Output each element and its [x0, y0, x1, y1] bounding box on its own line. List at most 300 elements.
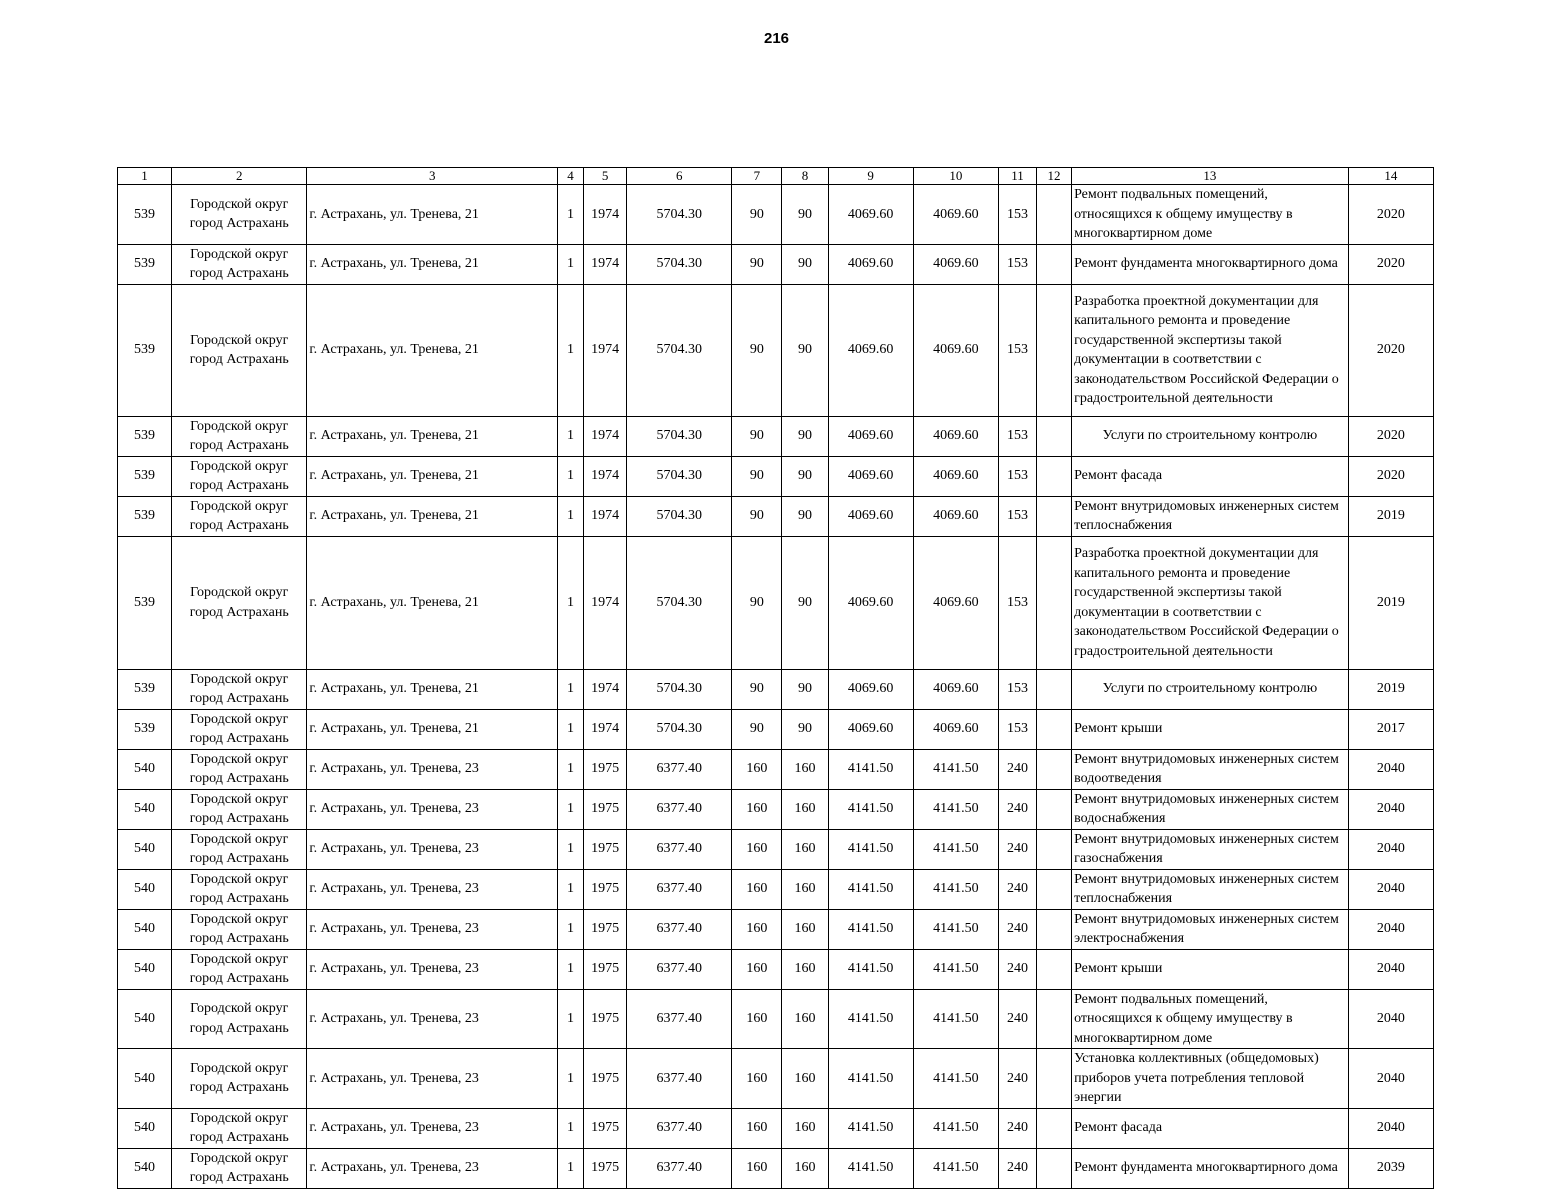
- table-row: [118, 185, 1434, 245]
- cell-col-6: 6377.40: [627, 1148, 732, 1188]
- row-number: 540: [118, 1049, 172, 1109]
- cell-col-9: 4069.60: [828, 496, 913, 536]
- col-header-5: 5: [584, 168, 627, 185]
- cell-col-7: 160: [732, 989, 782, 1049]
- year-built-cell: 1975: [584, 829, 627, 869]
- planned-year-cell: 2040: [1348, 1108, 1433, 1148]
- municipality-cell: Городской округ город Астрахань: [172, 989, 307, 1049]
- cell-col-12: [1037, 284, 1072, 416]
- table-row: [118, 456, 1434, 496]
- cell-col-8: 160: [782, 1108, 828, 1148]
- cell-col-9: 4069.60: [828, 709, 913, 749]
- cell-col-7: 90: [732, 709, 782, 749]
- cell-col-8: 90: [782, 416, 828, 456]
- cell-col-11: 153: [998, 536, 1036, 669]
- cell-col-12: [1037, 1049, 1072, 1109]
- table-row: [118, 1108, 1434, 1148]
- cell-col-12: [1037, 456, 1072, 496]
- year-built-cell: 1975: [584, 869, 627, 909]
- cell-col-11: 240: [998, 1108, 1036, 1148]
- planned-year-cell: 2019: [1348, 669, 1433, 709]
- cell-col-4: 1: [557, 185, 583, 245]
- municipality-cell: Городской округ город Астрахань: [172, 185, 307, 245]
- address-cell: г. Астрахань, ул. Тренева, 21: [307, 536, 558, 669]
- cell-col-6: 6377.40: [627, 909, 732, 949]
- cell-col-8: 160: [782, 1049, 828, 1109]
- cell-col-9: 4141.50: [828, 1148, 913, 1188]
- planned-year-cell: 2017: [1348, 709, 1433, 749]
- cell-col-10: 4069.60: [913, 496, 998, 536]
- cell-col-12: [1037, 244, 1072, 284]
- cell-col-10: 4141.50: [913, 1148, 998, 1188]
- municipality-cell: Городской округ город Астрахань: [172, 909, 307, 949]
- row-number: 539: [118, 416, 172, 456]
- cell-col-10: 4141.50: [913, 909, 998, 949]
- row-number: 540: [118, 1148, 172, 1188]
- table-row: [118, 1049, 1434, 1109]
- cell-col-4: 1: [557, 949, 583, 989]
- planned-year-cell: 2019: [1348, 536, 1433, 669]
- cell-col-9: 4141.50: [828, 949, 913, 989]
- cell-col-11: 240: [998, 789, 1036, 829]
- address-cell: г. Астрахань, ул. Тренева, 23: [307, 1108, 558, 1148]
- work-description-cell: Услуги по строительному контролю: [1072, 669, 1349, 709]
- municipality-cell: Городской округ город Астрахань: [172, 829, 307, 869]
- row-number: 539: [118, 709, 172, 749]
- cell-col-6: 6377.40: [627, 949, 732, 989]
- work-description-cell: Ремонт подвальных помещений, относящихся к общему имуществу в многоквартирном доме: [1072, 185, 1349, 245]
- planned-year-cell: 2040: [1348, 949, 1433, 989]
- address-cell: г. Астрахань, ул. Тренева, 21: [307, 244, 558, 284]
- page-number: 216: [763, 30, 790, 47]
- address-cell: г. Астрахань, ул. Тренева, 23: [307, 829, 558, 869]
- cell-col-11: 240: [998, 749, 1036, 789]
- cell-col-7: 90: [732, 416, 782, 456]
- cell-col-10: 4069.60: [913, 669, 998, 709]
- cell-col-9: 4141.50: [828, 749, 913, 789]
- year-built-cell: 1974: [584, 496, 627, 536]
- address-cell: г. Астрахань, ул. Тренева, 23: [307, 949, 558, 989]
- planned-year-cell: 2020: [1348, 185, 1433, 245]
- cell-col-12: [1037, 669, 1072, 709]
- cell-col-10: 4141.50: [913, 1108, 998, 1148]
- row-number: 540: [118, 789, 172, 829]
- work-description-cell: Разработка проектной документации для капитального ремонта и проведение государственной экспертизы такой документации в соответствии с законодательством Российской Федерации о градостроительной деятельности: [1072, 284, 1349, 416]
- cell-col-4: 1: [557, 669, 583, 709]
- address-cell: г. Астрахань, ул. Тренева, 21: [307, 185, 558, 245]
- cell-col-4: 1: [557, 1049, 583, 1109]
- col-header-7: 7: [732, 168, 782, 185]
- row-number: 539: [118, 244, 172, 284]
- cell-col-7: 160: [732, 789, 782, 829]
- cell-col-11: 153: [998, 496, 1036, 536]
- year-built-cell: 1974: [584, 536, 627, 669]
- table-row: [118, 244, 1434, 284]
- year-built-cell: 1974: [584, 284, 627, 416]
- cell-col-8: 90: [782, 536, 828, 669]
- cell-col-12: [1037, 536, 1072, 669]
- cell-col-9: 4069.60: [828, 244, 913, 284]
- repair-register-table: [117, 167, 1434, 1189]
- address-cell: г. Астрахань, ул. Тренева, 23: [307, 989, 558, 1049]
- cell-col-4: 1: [557, 989, 583, 1049]
- year-built-cell: 1975: [584, 909, 627, 949]
- cell-col-12: [1037, 416, 1072, 456]
- table-row: [118, 536, 1434, 669]
- year-built-cell: 1975: [584, 1049, 627, 1109]
- cell-col-7: 160: [732, 869, 782, 909]
- cell-col-11: 153: [998, 244, 1036, 284]
- table-row: [118, 669, 1434, 709]
- cell-col-4: 1: [557, 1148, 583, 1188]
- cell-col-7: 160: [732, 1148, 782, 1188]
- cell-col-11: 240: [998, 1049, 1036, 1109]
- cell-col-11: 240: [998, 1148, 1036, 1188]
- planned-year-cell: 2040: [1348, 749, 1433, 789]
- cell-col-6: 5704.30: [627, 669, 732, 709]
- row-number: 539: [118, 669, 172, 709]
- cell-col-7: 160: [732, 1108, 782, 1148]
- cell-col-9: 4141.50: [828, 829, 913, 869]
- year-built-cell: 1975: [584, 789, 627, 829]
- cell-col-10: 4141.50: [913, 749, 998, 789]
- year-built-cell: 1975: [584, 1108, 627, 1148]
- municipality-cell: Городской округ город Астрахань: [172, 456, 307, 496]
- municipality-cell: Городской округ город Астрахань: [172, 416, 307, 456]
- work-description-cell: Ремонт внутридомовых инженерных систем газоснабжения: [1072, 829, 1349, 869]
- cell-col-8: 90: [782, 185, 828, 245]
- cell-col-9: 4069.60: [828, 185, 913, 245]
- cell-col-4: 1: [557, 1108, 583, 1148]
- planned-year-cell: 2039: [1348, 1148, 1433, 1188]
- cell-col-4: 1: [557, 869, 583, 909]
- cell-col-4: 1: [557, 496, 583, 536]
- work-description-cell: Ремонт внутридомовых инженерных систем теплоснабжения: [1072, 496, 1349, 536]
- cell-col-10: 4069.60: [913, 284, 998, 416]
- planned-year-cell: 2020: [1348, 416, 1433, 456]
- row-number: 539: [118, 284, 172, 416]
- work-description-cell: Ремонт фундамента многоквартирного дома: [1072, 1148, 1349, 1188]
- year-built-cell: 1975: [584, 989, 627, 1049]
- cell-col-10: 4069.60: [913, 536, 998, 669]
- cell-col-6: 5704.30: [627, 416, 732, 456]
- cell-col-6: 5704.30: [627, 496, 732, 536]
- planned-year-cell: 2019: [1348, 496, 1433, 536]
- address-cell: г. Астрахань, ул. Тренева, 23: [307, 869, 558, 909]
- cell-col-9: 4141.50: [828, 789, 913, 829]
- cell-col-12: [1037, 949, 1072, 989]
- cell-col-10: 4141.50: [913, 869, 998, 909]
- cell-col-7: 90: [732, 284, 782, 416]
- row-number: 540: [118, 949, 172, 989]
- planned-year-cell: 2020: [1348, 244, 1433, 284]
- address-cell: г. Астрахань, ул. Тренева, 23: [307, 789, 558, 829]
- cell-col-8: 160: [782, 749, 828, 789]
- row-number: 539: [118, 456, 172, 496]
- cell-col-11: 153: [998, 284, 1036, 416]
- cell-col-7: 160: [732, 749, 782, 789]
- cell-col-7: 90: [732, 669, 782, 709]
- cell-col-6: 5704.30: [627, 185, 732, 245]
- row-number: 540: [118, 1108, 172, 1148]
- col-header-10: 10: [913, 168, 998, 185]
- year-built-cell: 1974: [584, 244, 627, 284]
- cell-col-6: 6377.40: [627, 789, 732, 829]
- work-description-cell: Разработка проектной документации для капитального ремонта и проведение государственной экспертизы такой документации в соответствии с законодательством Российской Федерации о градостроительной деятельности: [1072, 536, 1349, 669]
- cell-col-12: [1037, 496, 1072, 536]
- planned-year-cell: 2040: [1348, 1049, 1433, 1109]
- table-row: [118, 909, 1434, 949]
- cell-col-6: 6377.40: [627, 1049, 732, 1109]
- table-body: [118, 185, 1434, 1189]
- col-header-4: 4: [557, 168, 583, 185]
- cell-col-11: 240: [998, 909, 1036, 949]
- table-row: [118, 496, 1434, 536]
- col-header-9: 9: [828, 168, 913, 185]
- address-cell: г. Астрахань, ул. Тренева, 23: [307, 909, 558, 949]
- row-number: 540: [118, 829, 172, 869]
- cell-col-4: 1: [557, 416, 583, 456]
- cell-col-6: 6377.40: [627, 869, 732, 909]
- cell-col-8: 160: [782, 909, 828, 949]
- work-description-cell: Ремонт внутридомовых инженерных систем водоотведения: [1072, 749, 1349, 789]
- planned-year-cell: 2020: [1348, 284, 1433, 416]
- year-built-cell: 1975: [584, 749, 627, 789]
- cell-col-11: 240: [998, 869, 1036, 909]
- row-number: 540: [118, 909, 172, 949]
- planned-year-cell: 2040: [1348, 829, 1433, 869]
- cell-col-10: 4069.60: [913, 185, 998, 245]
- cell-col-6: 5704.30: [627, 536, 732, 669]
- planned-year-cell: 2040: [1348, 789, 1433, 829]
- planned-year-cell: 2040: [1348, 909, 1433, 949]
- cell-col-6: 6377.40: [627, 829, 732, 869]
- cell-col-11: 153: [998, 185, 1036, 245]
- table-row: [118, 829, 1434, 869]
- municipality-cell: Городской округ город Астрахань: [172, 1049, 307, 1109]
- cell-col-7: 160: [732, 1049, 782, 1109]
- cell-col-8: 160: [782, 789, 828, 829]
- table-row: [118, 1148, 1434, 1188]
- address-cell: г. Астрахань, ул. Тренева, 21: [307, 284, 558, 416]
- cell-col-7: 160: [732, 949, 782, 989]
- row-number: 540: [118, 989, 172, 1049]
- col-header-14: 14: [1348, 168, 1433, 185]
- col-header-2: 2: [172, 168, 307, 185]
- cell-col-7: 90: [732, 244, 782, 284]
- cell-col-8: 160: [782, 829, 828, 869]
- address-cell: г. Астрахань, ул. Тренева, 23: [307, 1049, 558, 1109]
- cell-col-6: 5704.30: [627, 284, 732, 416]
- cell-col-7: 90: [732, 536, 782, 669]
- col-header-6: 6: [627, 168, 732, 185]
- table-row: [118, 869, 1434, 909]
- cell-col-8: 90: [782, 244, 828, 284]
- work-description-cell: Ремонт фасада: [1072, 1108, 1349, 1148]
- cell-col-9: 4141.50: [828, 869, 913, 909]
- municipality-cell: Городской округ город Астрахань: [172, 244, 307, 284]
- cell-col-7: 160: [732, 829, 782, 869]
- row-number: 540: [118, 869, 172, 909]
- row-number: 539: [118, 536, 172, 669]
- cell-col-11: 153: [998, 709, 1036, 749]
- table-row: [118, 709, 1434, 749]
- cell-col-10: 4141.50: [913, 989, 998, 1049]
- municipality-cell: Городской округ город Астрахань: [172, 869, 307, 909]
- address-cell: г. Астрахань, ул. Тренева, 21: [307, 709, 558, 749]
- row-number: 539: [118, 496, 172, 536]
- cell-col-12: [1037, 989, 1072, 1049]
- cell-col-4: 1: [557, 789, 583, 829]
- cell-col-11: 240: [998, 949, 1036, 989]
- cell-col-4: 1: [557, 829, 583, 869]
- cell-col-4: 1: [557, 284, 583, 416]
- cell-col-10: 4069.60: [913, 416, 998, 456]
- year-built-cell: 1974: [584, 185, 627, 245]
- table-row: [118, 989, 1434, 1049]
- work-description-cell: Ремонт внутридомовых инженерных систем электроснабжения: [1072, 909, 1349, 949]
- cell-col-7: 90: [732, 185, 782, 245]
- cell-col-8: 160: [782, 869, 828, 909]
- table-row: [118, 416, 1434, 456]
- work-description-cell: Ремонт фундамента многоквартирного дома: [1072, 244, 1349, 284]
- municipality-cell: Городской округ город Астрахань: [172, 1148, 307, 1188]
- cell-col-9: 4141.50: [828, 1049, 913, 1109]
- year-built-cell: 1975: [584, 1148, 627, 1188]
- cell-col-6: 6377.40: [627, 989, 732, 1049]
- cell-col-11: 153: [998, 456, 1036, 496]
- cell-col-8: 90: [782, 284, 828, 416]
- cell-col-9: 4069.60: [828, 456, 913, 496]
- cell-col-4: 1: [557, 456, 583, 496]
- cell-col-11: 240: [998, 829, 1036, 869]
- planned-year-cell: 2040: [1348, 869, 1433, 909]
- cell-col-7: 90: [732, 496, 782, 536]
- cell-col-9: 4141.50: [828, 989, 913, 1049]
- municipality-cell: Городской округ город Астрахань: [172, 789, 307, 829]
- work-description-cell: Ремонт фасада: [1072, 456, 1349, 496]
- cell-col-12: [1037, 1108, 1072, 1148]
- year-built-cell: 1974: [584, 456, 627, 496]
- cell-col-10: 4141.50: [913, 949, 998, 989]
- cell-col-8: 160: [782, 949, 828, 989]
- cell-col-10: 4141.50: [913, 789, 998, 829]
- cell-col-10: 4141.50: [913, 829, 998, 869]
- cell-col-9: 4069.60: [828, 669, 913, 709]
- cell-col-8: 160: [782, 1148, 828, 1188]
- cell-col-12: [1037, 829, 1072, 869]
- work-description-cell: Установка коллективных (общедомовых) приборов учета потребления тепловой энергии: [1072, 1049, 1349, 1109]
- cell-col-12: [1037, 749, 1072, 789]
- column-number-row: [118, 168, 1434, 185]
- cell-col-10: 4069.60: [913, 709, 998, 749]
- year-built-cell: 1974: [584, 709, 627, 749]
- cell-col-9: 4141.50: [828, 1108, 913, 1148]
- cell-col-9: 4069.60: [828, 536, 913, 669]
- col-header-11: 11: [998, 168, 1036, 185]
- work-description-cell: Ремонт внутридомовых инженерных систем теплоснабжения: [1072, 869, 1349, 909]
- cell-col-6: 5704.30: [627, 456, 732, 496]
- col-header-8: 8: [782, 168, 828, 185]
- municipality-cell: Городской округ город Астрахань: [172, 496, 307, 536]
- cell-col-8: 90: [782, 709, 828, 749]
- municipality-cell: Городской округ город Астрахань: [172, 709, 307, 749]
- year-built-cell: 1974: [584, 669, 627, 709]
- table-row: [118, 789, 1434, 829]
- planned-year-cell: 2040: [1348, 989, 1433, 1049]
- cell-col-10: 4069.60: [913, 244, 998, 284]
- cell-col-12: [1037, 1148, 1072, 1188]
- address-cell: г. Астрахань, ул. Тренева, 23: [307, 1148, 558, 1188]
- col-header-1: 1: [118, 168, 172, 185]
- cell-col-6: 5704.30: [627, 709, 732, 749]
- address-cell: г. Астрахань, ул. Тренева, 21: [307, 496, 558, 536]
- work-description-cell: Ремонт подвальных помещений, относящихся к общему имуществу в многоквартирном доме: [1072, 989, 1349, 1049]
- municipality-cell: Городской округ город Астрахань: [172, 669, 307, 709]
- cell-col-6: 6377.40: [627, 1108, 732, 1148]
- cell-col-12: [1037, 909, 1072, 949]
- address-cell: г. Астрахань, ул. Тренева, 21: [307, 416, 558, 456]
- table-row: [118, 949, 1434, 989]
- cell-col-7: 90: [732, 456, 782, 496]
- address-cell: г. Астрахань, ул. Тренева, 21: [307, 456, 558, 496]
- work-description-cell: Ремонт крыши: [1072, 949, 1349, 989]
- cell-col-8: 160: [782, 989, 828, 1049]
- cell-col-4: 1: [557, 749, 583, 789]
- municipality-cell: Городской округ город Астрахань: [172, 284, 307, 416]
- cell-col-10: 4141.50: [913, 1049, 998, 1109]
- address-cell: г. Астрахань, ул. Тренева, 23: [307, 749, 558, 789]
- cell-col-6: 6377.40: [627, 749, 732, 789]
- col-header-12: 12: [1037, 168, 1072, 185]
- work-description-cell: Услуги по строительному контролю: [1072, 416, 1349, 456]
- cell-col-4: 1: [557, 909, 583, 949]
- address-cell: г. Астрахань, ул. Тренева, 21: [307, 669, 558, 709]
- row-number: 540: [118, 749, 172, 789]
- cell-col-11: 240: [998, 989, 1036, 1049]
- table-row: [118, 284, 1434, 416]
- cell-col-11: 153: [998, 416, 1036, 456]
- cell-col-8: 90: [782, 456, 828, 496]
- year-built-cell: 1975: [584, 949, 627, 989]
- cell-col-12: [1037, 185, 1072, 245]
- cell-col-4: 1: [557, 244, 583, 284]
- cell-col-4: 1: [557, 709, 583, 749]
- work-description-cell: Ремонт крыши: [1072, 709, 1349, 749]
- table-row: [118, 749, 1434, 789]
- municipality-cell: Городской округ город Астрахань: [172, 536, 307, 669]
- cell-col-12: [1037, 709, 1072, 749]
- municipality-cell: Городской округ город Астрахань: [172, 949, 307, 989]
- cell-col-6: 5704.30: [627, 244, 732, 284]
- col-header-13: 13: [1072, 168, 1349, 185]
- year-built-cell: 1974: [584, 416, 627, 456]
- cell-col-9: 4069.60: [828, 416, 913, 456]
- cell-col-11: 153: [998, 669, 1036, 709]
- municipality-cell: Городской округ город Астрахань: [172, 1108, 307, 1148]
- cell-col-12: [1037, 789, 1072, 829]
- cell-col-8: 90: [782, 496, 828, 536]
- municipality-cell: Городской округ город Астрахань: [172, 749, 307, 789]
- cell-col-9: 4141.50: [828, 909, 913, 949]
- col-header-3: 3: [307, 168, 558, 185]
- cell-col-7: 160: [732, 909, 782, 949]
- cell-col-10: 4069.60: [913, 456, 998, 496]
- row-number: 539: [118, 185, 172, 245]
- planned-year-cell: 2020: [1348, 456, 1433, 496]
- cell-col-4: 1: [557, 536, 583, 669]
- cell-col-12: [1037, 869, 1072, 909]
